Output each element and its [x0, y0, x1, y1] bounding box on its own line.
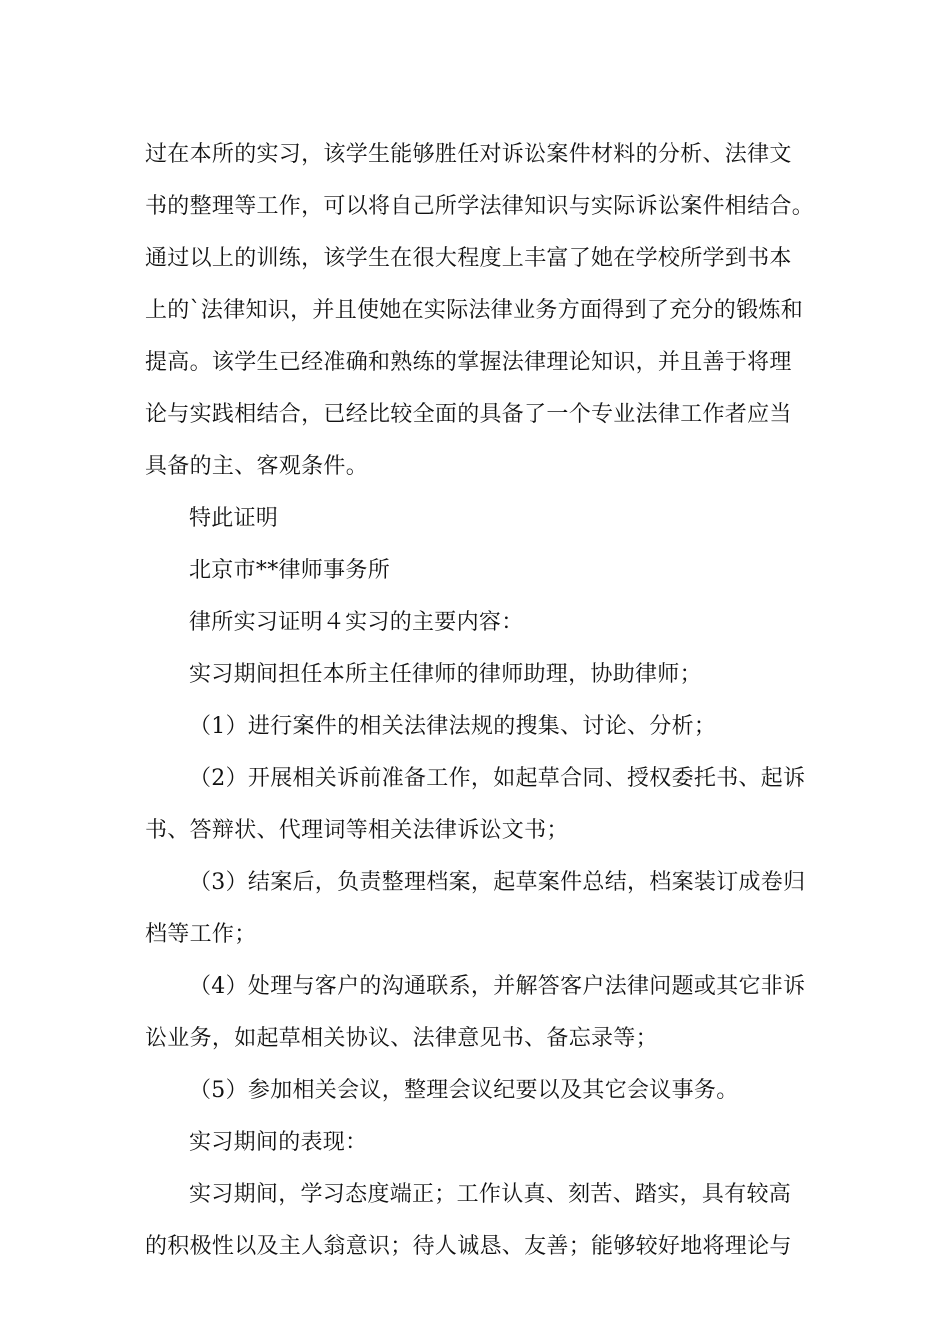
list-item: （3）结案后，负责整理档案，起草案件总结，档案装订成卷归 — [189, 870, 806, 895]
paragraph-line: 论与实践相结合，已经比较全面的具备了一个专业法律工作者应当 — [145, 402, 792, 427]
document-body — [145, 129, 825, 1273]
paragraph-line: 的积极性以及主人翁意识；待人诚恳、友善；能够较好地将理论与 — [145, 1234, 792, 1259]
paragraph-line: 上的`法律知识，并且使她在实际法律业务方面得到了充分的锻炼和 — [145, 298, 804, 323]
list-item: （1）进行案件的相关法律法规的搜集、讨论、分析； — [189, 714, 717, 739]
paragraph-line: 过在本所的实习，该学生能够胜任对诉讼案件材料的分析、法律文 — [145, 142, 792, 167]
list-item: （5）参加相关会议，整理会议纪要以及其它会议事务。 — [189, 1078, 739, 1103]
list-item: （4）处理与客户的沟通联系，并解答客户法律问题或其它非诉 — [189, 974, 806, 999]
paragraph-line: 实习期间，学习态度端正；工作认真、刻苦、踏实，具有较高 — [189, 1182, 792, 1207]
paragraph-line: 实习期间担任本所主任律师的律师助理，协助律师； — [189, 662, 702, 687]
issuer-name: 北京市**律师事务所 — [189, 558, 391, 583]
list-item-continuation: 讼业务，如起草相关协议、法律意见书、备忘录等； — [145, 1026, 658, 1051]
paragraph-line: 具备的主、客观条件。 — [145, 454, 369, 479]
list-item-continuation: 书、答辩状、代理词等相关法律诉讼文书； — [145, 818, 569, 843]
paragraph-line: 通过以上的训练，该学生在很大程度上丰富了她在学校所学到书本 — [145, 246, 792, 271]
paragraph-line: 提高。该学生已经准确和熟练的掌握法律理论知识，并且善于将理 — [145, 350, 792, 375]
paragraph-line: 书的整理等工作，可以将自己所学法律知识与实际诉讼案件相结合。 — [145, 194, 815, 219]
list-item: （2）开展相关诉前准备工作，如起草合同、授权委托书、起诉 — [189, 766, 806, 791]
closing-statement: 特此证明 — [189, 506, 279, 531]
list-item-continuation: 档等工作； — [145, 922, 257, 947]
section-heading: 实习期间的表现： — [189, 1130, 368, 1155]
section-heading: 律所实习证明４实习的主要内容： — [189, 610, 524, 635]
